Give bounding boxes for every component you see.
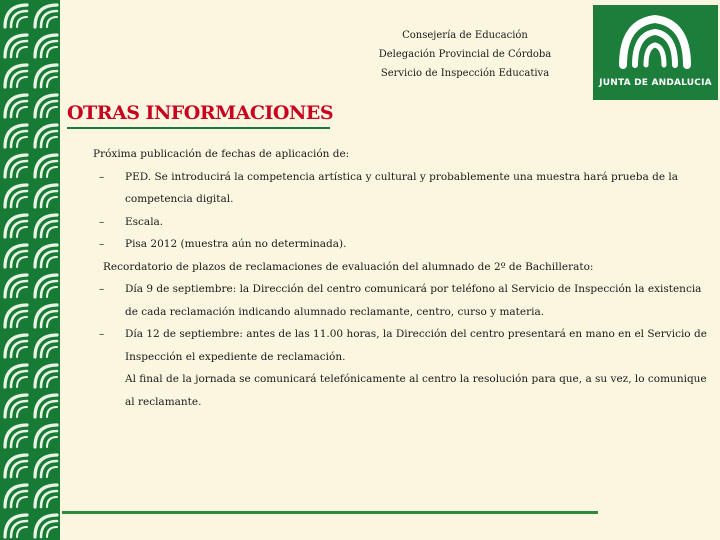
arc-motif (5, 185, 27, 207)
arc-motif (5, 275, 27, 297)
intro-text: Próxima publicación de fechas de aplicación de: (93, 148, 350, 160)
header-line-1: Consejería de Educación (402, 30, 528, 41)
arc-motif (5, 455, 27, 477)
arc-motif (35, 185, 57, 207)
arc-motif (35, 365, 57, 387)
title-underline (67, 127, 330, 129)
arc-motif (5, 335, 27, 357)
list-item (93, 233, 709, 256)
arc-motif (35, 155, 57, 177)
arc-motif (5, 155, 27, 177)
list-item-text: Día 9 de septiembre: la Dirección del centro comunicará por teléfono al Servicio de Inspección la existencia de cada reclamación indicando alumnado reclamante, centro, curso y materia. (125, 283, 702, 318)
list-item (93, 323, 709, 413)
arc-motif (35, 395, 57, 417)
arc-motif (5, 365, 27, 387)
arc-motif (5, 125, 27, 147)
arc-motif (5, 35, 27, 57)
arc-motif (5, 425, 27, 447)
arc-motif (35, 65, 57, 87)
logo-text: JUNTA DE ANDALUCIA (599, 78, 712, 88)
arc-motif (5, 395, 27, 417)
junta-de-andalucia-emblem-icon (593, 5, 718, 75)
andalucia-arc-pattern-icon (0, 0, 60, 540)
arc-motif (5, 245, 27, 267)
list-item-text: Pisa 2012 (muestra aún no determinada). (125, 238, 347, 250)
list-item-note: Al final de la jornada se comunicará telefónicamente al centro la resolución para que, a su vez, lo comunique al reclamante. (125, 373, 707, 408)
arc-motif (5, 95, 27, 117)
arc-motif (35, 425, 57, 447)
list-item (93, 278, 709, 323)
sidebar-band (0, 0, 60, 540)
logo (593, 5, 718, 100)
header-line-3: Servicio de Inspección Educativa (380, 68, 550, 79)
dash-bullet: – (99, 170, 105, 183)
arc-motif (35, 515, 57, 537)
arc-motif (35, 485, 57, 507)
arc-motif (5, 65, 27, 87)
arc-motif (35, 5, 57, 27)
page-title: OTRAS INFORMACIONES (67, 102, 334, 124)
arc-motif (35, 455, 57, 477)
dash-bullet: – (99, 328, 105, 340)
dash-bullet: – (99, 215, 105, 228)
arc-motif (35, 215, 57, 237)
list-item-text: Día 12 de septiembre: antes de las 11.00 horas, la Dirección del centro presentará en mano en el Servicio de Inspección el expediente de reclamación. (125, 328, 707, 363)
content-body (93, 143, 709, 413)
arc-motif (35, 35, 57, 57)
arc-motif (35, 275, 57, 297)
arc-motif (35, 305, 57, 327)
header-line-2: Delegación Provincial de Córdoba (378, 49, 552, 60)
list-item (93, 166, 709, 211)
reminder-intro-text: Recordatorio de plazos de reclamaciones de evaluación del alumnado de 2º de Bachillerato: (103, 260, 594, 273)
arc-motif (35, 245, 57, 267)
footer-rule (62, 511, 598, 514)
arc-motif (5, 485, 27, 507)
list-item-text: PED. Se introducirá la competencia artística y cultural y probablemente una muestra hará prueba de la competencia digital. (125, 170, 678, 205)
dash-bullet: – (99, 238, 105, 250)
list-item (93, 211, 709, 234)
arc-motif (35, 125, 57, 147)
arc-motif (5, 5, 27, 27)
list-item-text: Escala. (125, 215, 164, 228)
dash-bullet: – (99, 283, 105, 295)
arc-motif (5, 305, 27, 327)
arc-motif (35, 95, 57, 117)
header (320, 26, 610, 83)
arc-motif (35, 335, 57, 357)
arc-motif (5, 215, 27, 237)
arc-motif (5, 515, 27, 537)
